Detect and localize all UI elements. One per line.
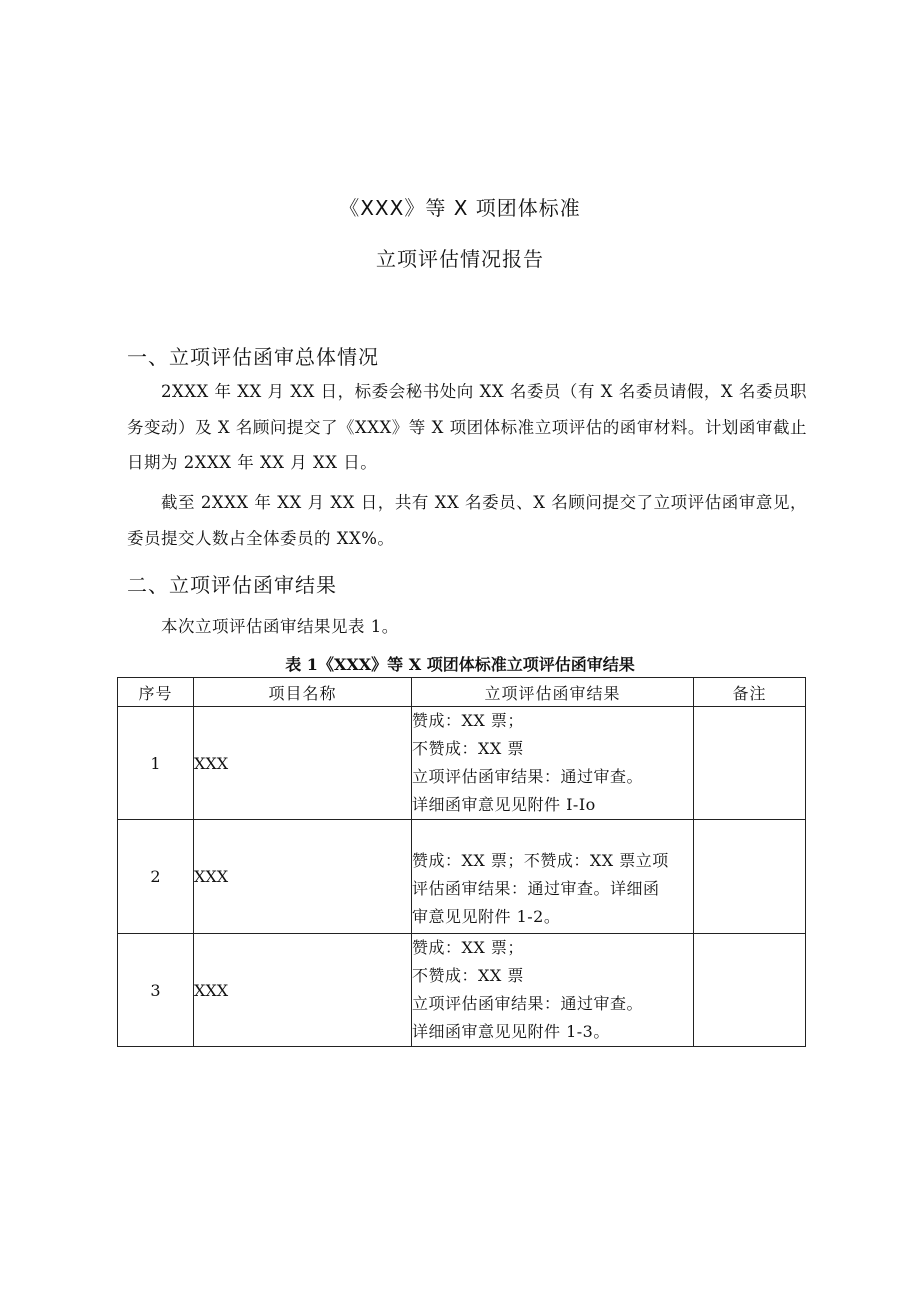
row-serial-number: 2 bbox=[118, 820, 194, 934]
section-heading-results: 二、立项评估函审结果 bbox=[127, 573, 337, 597]
row-project-name: XXX bbox=[194, 934, 412, 1047]
paragraph-submission: 2XXX 年 XX 月 XX 日，标委会秘书处向 XX 名委员（有 X 名委员请假，X 名委员职务变动）及 X 名顾问提交了《XXX》等 X 项团体标准立项评估的函审材料。计划函审截止日期为 2XXX 年 XX 月 XX 日。 bbox=[127, 382, 807, 472]
result-line: 立项评估函审结果：通过审查。 bbox=[412, 767, 644, 786]
row-remarks bbox=[694, 707, 806, 820]
result-line: 赞成：XX 票；不赞成：XX 票立项 bbox=[412, 851, 669, 870]
table-row bbox=[118, 820, 806, 934]
table-header-row bbox=[118, 678, 806, 707]
paragraph-table-reference: 本次立项评估函审结果见表 1。 bbox=[161, 617, 399, 636]
header-serial-number: 序号 bbox=[118, 678, 194, 707]
table-row bbox=[118, 934, 806, 1047]
row-project-name: XXX bbox=[194, 820, 412, 934]
row-serial-number: 3 bbox=[118, 934, 194, 1047]
result-line: 详细函审意见见附件 I-Io bbox=[412, 795, 596, 814]
results-table bbox=[117, 677, 806, 1047]
row-review-result bbox=[412, 707, 694, 820]
result-line: 不赞成：XX 票 bbox=[412, 966, 524, 985]
result-line: 评估函审结果：通过审查。详细函 bbox=[412, 879, 660, 898]
result-line: 赞成：XX 票； bbox=[412, 711, 524, 730]
result-line: 审意见见附件 1-2。 bbox=[412, 907, 561, 926]
row-serial-number: 1 bbox=[118, 707, 194, 820]
row-review-result bbox=[412, 934, 694, 1047]
result-line: 不赞成：XX 票 bbox=[412, 739, 524, 758]
table-caption: 表 1《XXX》等 X 项团体标准立项评估函审结果 bbox=[285, 655, 635, 674]
row-remarks bbox=[694, 934, 806, 1047]
paragraph-response-rate: 截至 2XXX 年 XX 月 XX 日，共有 XX 名委员、X 名顾问提交了立项评估函审意见，委员提交人数占全体委员的 XX%。 bbox=[127, 493, 807, 548]
row-review-result bbox=[412, 820, 694, 934]
document-subtitle: 立项评估情况报告 bbox=[376, 247, 544, 271]
result-line: 赞成：XX 票； bbox=[412, 938, 524, 957]
table-row bbox=[118, 707, 806, 820]
section-heading-overview: 一、立项评估函审总体情况 bbox=[127, 345, 379, 369]
row-project-name: XXX bbox=[194, 707, 412, 820]
result-line: 详细函审意见见附件 1-3。 bbox=[412, 1022, 610, 1041]
header-review-result: 立项评估函审结果 bbox=[412, 678, 694, 707]
header-remarks: 备注 bbox=[694, 678, 806, 707]
row-remarks bbox=[694, 820, 806, 934]
document-title: 《XXX》等 X 项团体标准 bbox=[339, 196, 581, 220]
result-line: 立项评估函审结果：通过审查。 bbox=[412, 994, 644, 1013]
header-project-name: 项目名称 bbox=[194, 678, 412, 707]
